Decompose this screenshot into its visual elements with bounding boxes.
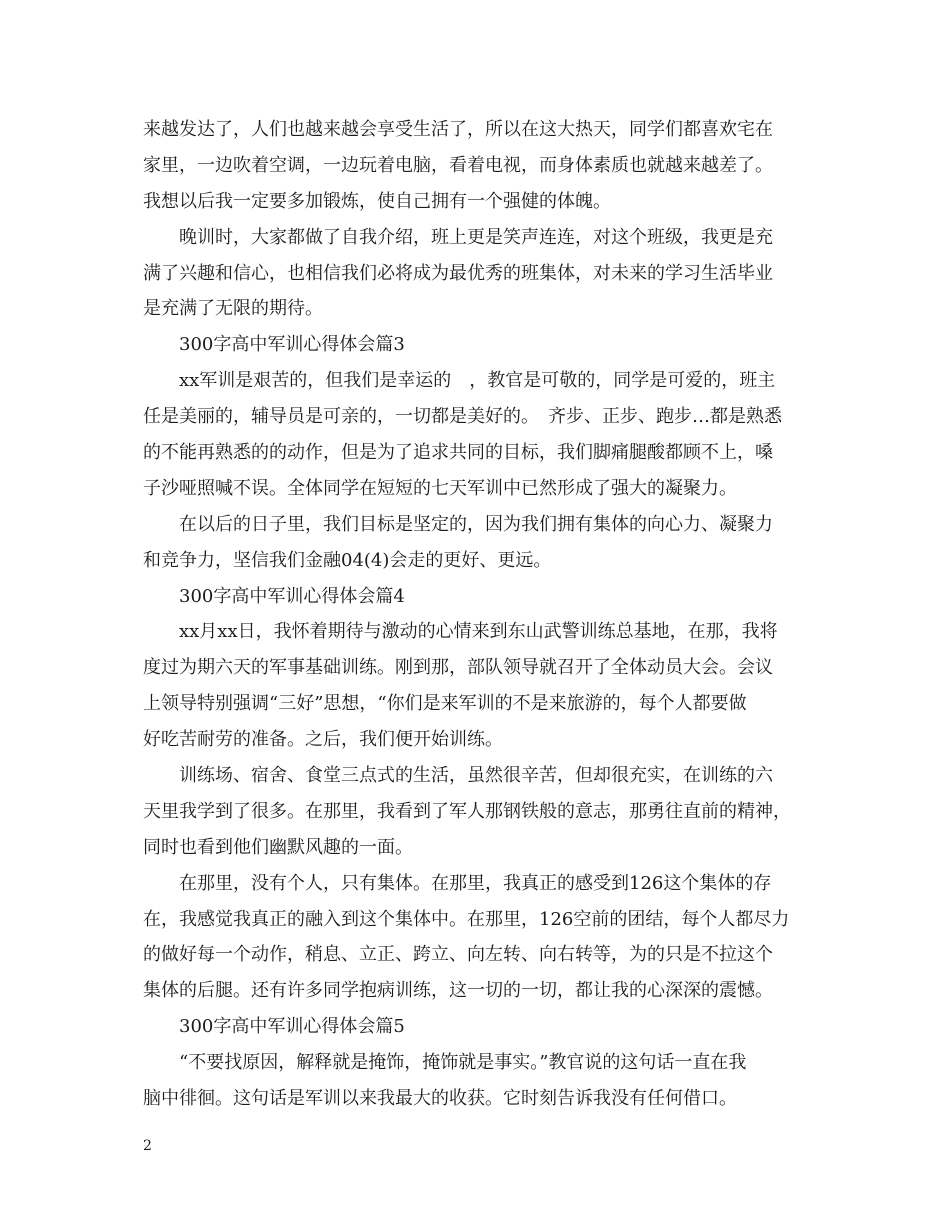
section-heading: 300字高中军训心得体会篇3	[179, 334, 405, 356]
paragraph-line: 来越发达了，人们也越来越会享受生活了，所以在这大热天，同学们都喜欢宅在	[143, 119, 773, 140]
paragraph-line: 脑中徘徊。这句话是军训以来我最大的收获。它时刻告诉我没有任何借口。	[143, 1088, 737, 1110]
paragraph-line: 家里，一边吹着空调，一边玩着电脑，看着电视，而身体素质也就越来越差了。	[143, 154, 773, 176]
paragraph-line: 任是美丽的，辅导员是可亲的，一切都是美好的。 齐步、正步、跑步…都是熟悉	[143, 406, 782, 428]
paragraph-line: 满了兴趣和信心，也相信我们必将成为最优秀的班集体，对未来的学习生活毕业	[143, 262, 773, 284]
paragraph-line: 训练场、宿舍、食堂三点式的生活，虽然很辛苦，但却很充实，在训练的六	[179, 765, 773, 787]
paragraph-line: 和竞争力，坚信我们金融04(4)会走的更好、更远。	[143, 549, 552, 571]
paragraph-line: 上领导特别强调“三好”思想，“你们是来军训的不是来旅游的，每个人都要做	[143, 693, 747, 715]
page-number: 2	[143, 1138, 152, 1154]
paragraph-line: xx月xx日，我怀着期待与激动的心情来到东山武警训练总基地，在那，我将	[179, 621, 778, 643]
section-heading: 300字高中军训心得体会篇4	[179, 585, 405, 607]
paragraph-line: xx军训是艰苦的，但我们是幸运的 ，教官是可敬的，同学是可爱的，班主	[179, 370, 776, 392]
paragraph-line: 在以后的日子里，我们目标是坚定的，因为我们拥有集体的向心力、凝聚力	[179, 513, 773, 535]
document-body	[143, 112, 813, 1117]
paragraph-line: 的做好每一个动作，稍息、立正、跨立、向左转、向右转等，为的只是不拉这个	[143, 944, 773, 966]
paragraph-line: 我想以后我一定要多加锻炼，使自己拥有一个强健的体魄。	[143, 190, 611, 212]
paragraph-line: 在那里，没有个人，只有集体。在那里，我真正的感受到126这个集体的存	[179, 872, 772, 894]
paragraph-line: 度过为期六天的军事基础训练。刚到那，部队领导就召开了全体动员大会。会议	[143, 657, 773, 679]
paragraph-line: 天里我学到了很多。在那里，我看到了军人那钢铁般的意志，那勇往直前的精神，	[143, 800, 791, 822]
paragraph-line: 好吃苦耐劳的准备。之后，我们便开始训练。	[143, 729, 503, 751]
paragraph-line: “不要找原因，解释就是掩饰，掩饰就是事实。”教官说的这句话一直在我	[179, 1052, 747, 1074]
paragraph-line: 是充满了无限的期待。	[143, 298, 323, 320]
section-heading: 300字高中军训心得体会篇5	[179, 1016, 405, 1038]
paragraph-line: 在，我感觉我真正的融入到这个集体中。在那里，126空前的团结，每个人都尽力	[143, 908, 790, 930]
paragraph-line: 同时也看到他们幽默风趣的一面。	[143, 836, 413, 858]
paragraph-line: 子沙哑照喊不误。全体同学在短短的七天军训中已然形成了强大的凝聚力。	[143, 477, 737, 499]
paragraph-line: 的不能再熟悉的的动作，但是为了追求共同的目标，我们脚痛腿酸都顾不上，嗓	[143, 442, 773, 464]
paragraph-line: 晚训时，大家都做了自我介绍，班上更是笑声连连，对这个班级，我更是充	[179, 226, 773, 248]
paragraph-line: 集体的后腿。还有许多同学抱病训练，这一切的一切，都让我的心深深的震憾。	[143, 980, 773, 1002]
